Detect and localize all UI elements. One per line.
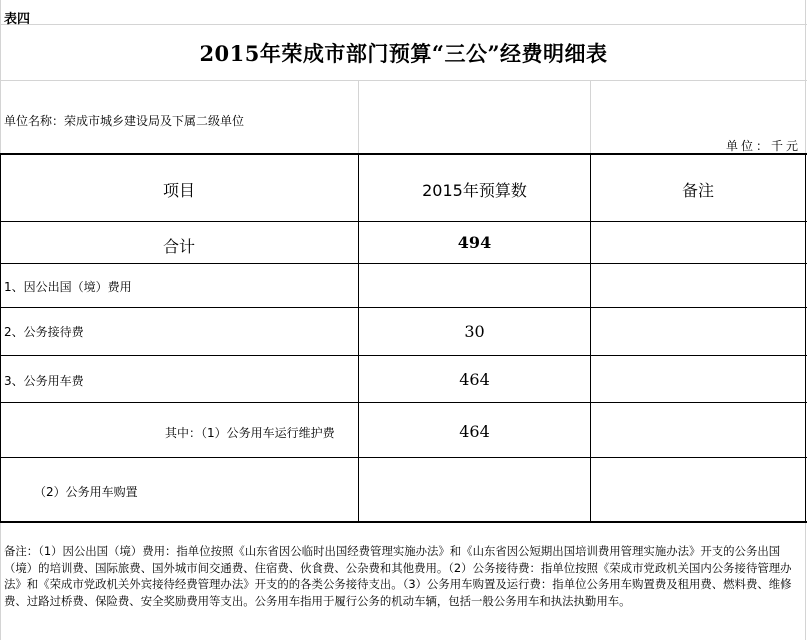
- row-value: 464: [459, 370, 490, 389]
- page-title: 2015年荣成市部门预算“三公”经费明细表: [199, 41, 608, 66]
- total-label: 合计: [162, 237, 195, 256]
- row-label: 3、公务用车费: [4, 374, 84, 388]
- unit-label: 单位：千元: [725, 139, 801, 153]
- header-budget: 2015年预算数: [422, 181, 527, 200]
- header-item: 项目: [162, 181, 195, 200]
- unit-name: 单位名称：荣成市城乡建设局及下属二级单位: [4, 114, 245, 128]
- row-label: （2）公务用车购置: [34, 485, 138, 499]
- row-value: 464: [459, 422, 490, 441]
- gridline: [0, 24, 807, 25]
- footnote: 备注：（1）因公出国（境）费用：指单位按照《山东省因公临时出国经费管理实施办法》和《山东省因公短期出国培训费用管理实施办法》开支的公务出国（境）的培训费、国际旅费、国外城市间交通费、住宿费、伙食费、公杂费和其他费用。（2）公务接待费：指单位按照《荣成市党政机关国内公务接待管理办法》和《荣成市党政机关外宾接待经费管理办法》开支的的各类公务接待支出。（3）公务用车购置及运行费：指单位公务用车购置费及租用费、燃料费、维修费、过路过桥费、保险费、安全奖励费用等支出。公务用车指用于履行公务的机动车辆，包括一般公务用车和执法执勤用车。: [4, 544, 792, 608]
- row-label: 其中：（1）公务用车运行维护费: [165, 426, 335, 440]
- gridline: [590, 80, 591, 154]
- row-label: 1、因公出国（境）费用: [4, 280, 132, 294]
- gridline: [0, 80, 807, 81]
- header-remark: 备注: [681, 181, 714, 200]
- row-value: 30: [464, 322, 485, 341]
- table-label: 表四: [4, 12, 31, 27]
- gridline: [358, 80, 359, 154]
- total-value: 494: [457, 233, 492, 252]
- row-label: 2、公务接待费: [4, 325, 84, 339]
